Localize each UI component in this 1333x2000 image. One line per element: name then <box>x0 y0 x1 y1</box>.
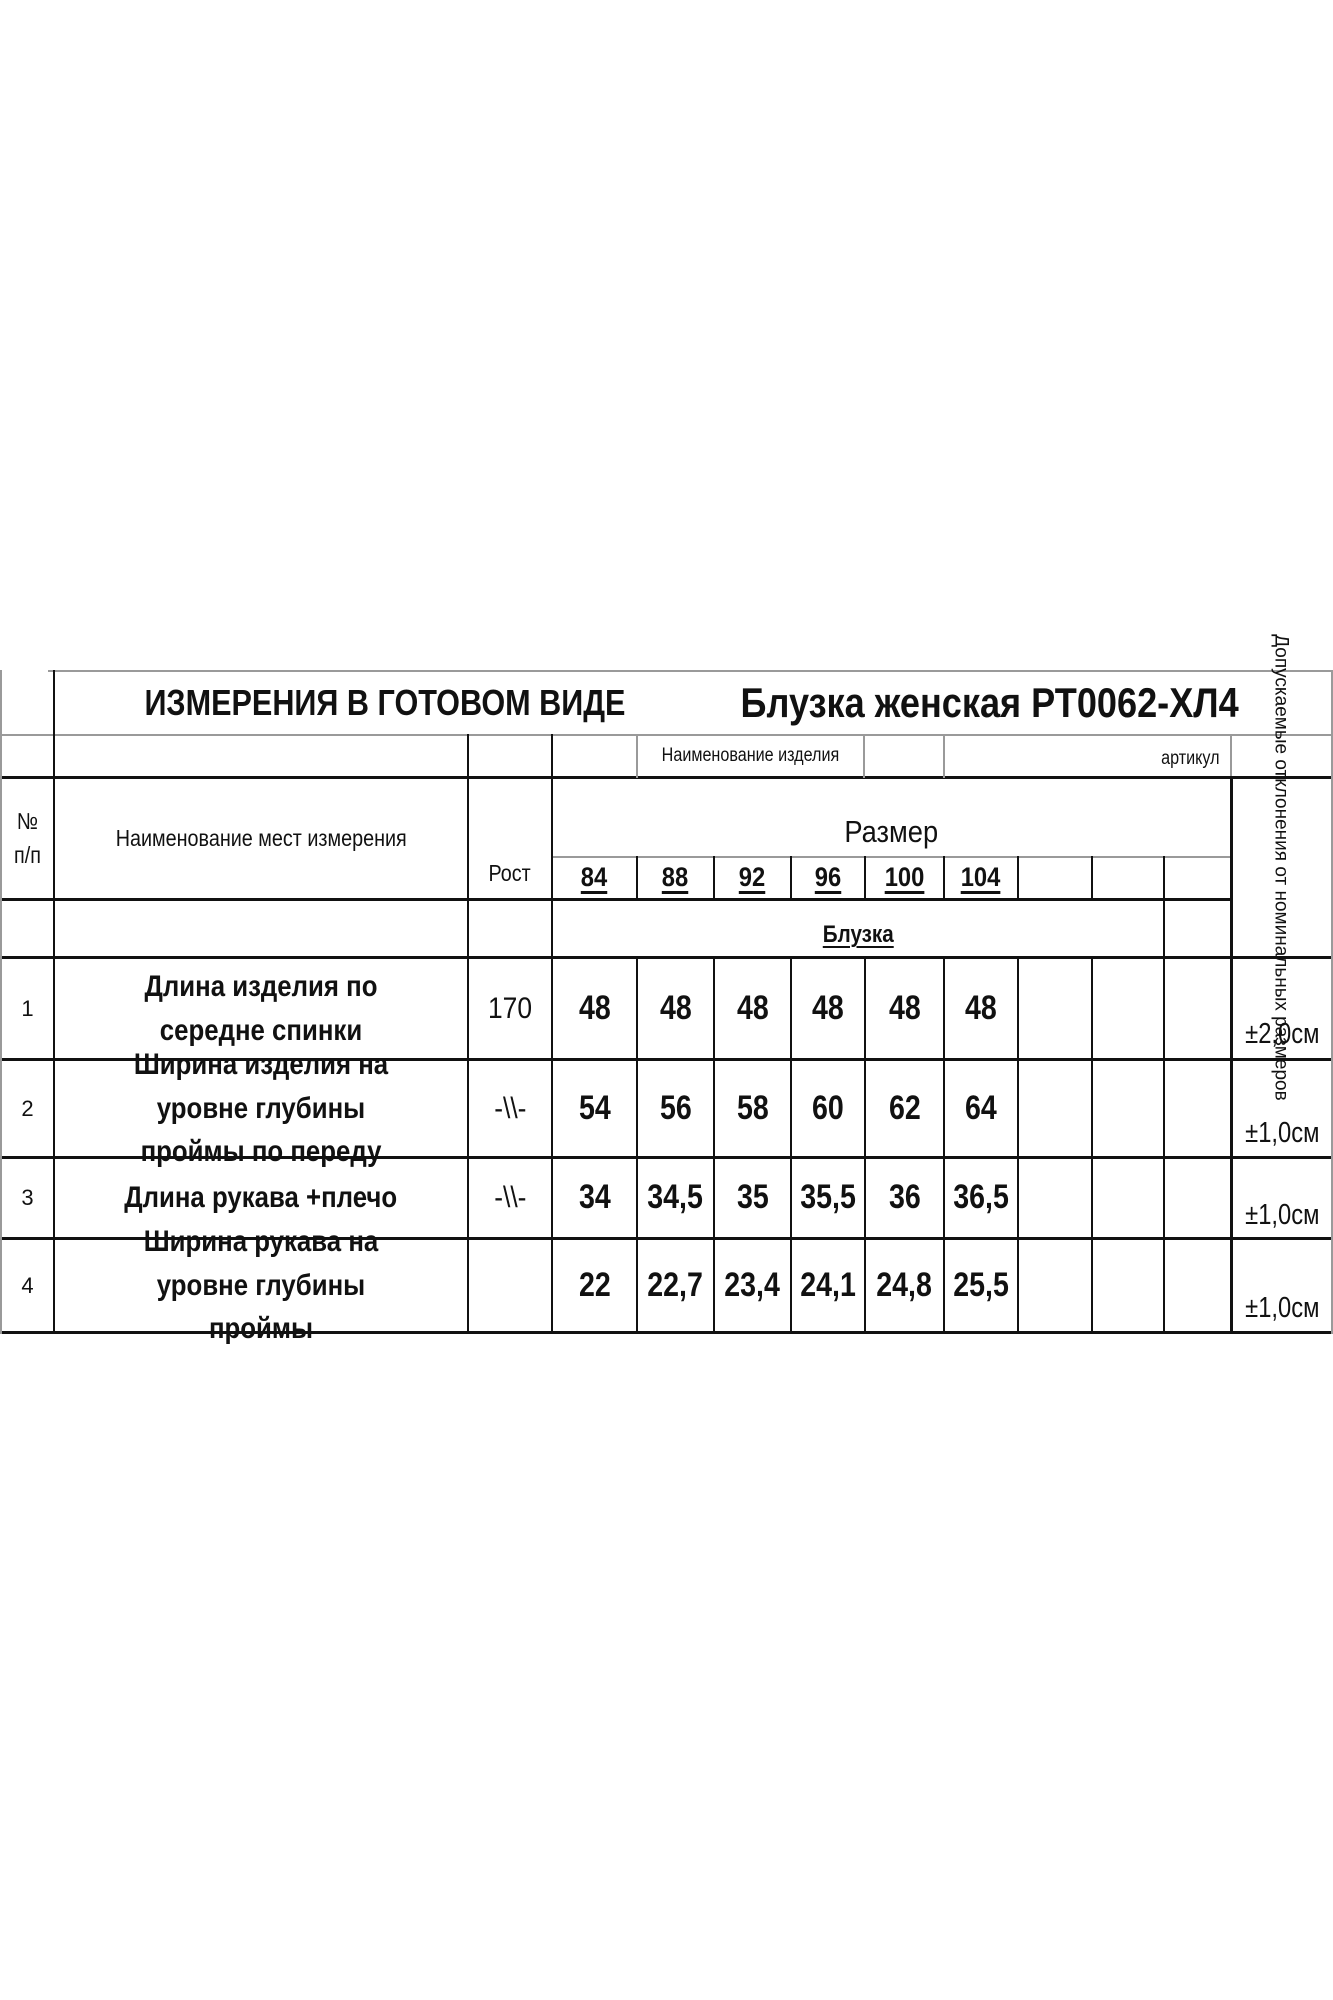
page-title: ИЗМЕРЕНИЯ В ГОТОВОМ ВИДЕ <box>144 681 626 723</box>
article-label-cell <box>1150 742 1230 776</box>
rule-art-mid <box>943 734 945 778</box>
row-tolerance: ±2,0см <box>1244 1017 1320 1050</box>
height-header: Рост <box>488 860 532 887</box>
size-label: 92 <box>739 862 766 893</box>
measure-name-header: Наименование мест измерения <box>115 824 407 851</box>
row-name: Длина рукава +плечо <box>124 1181 398 1215</box>
row-number: 2 <box>21 1095 34 1121</box>
title-cell <box>55 672 715 734</box>
number-header-cell <box>2 779 53 898</box>
size-cell <box>638 858 713 898</box>
row-name: Длина изделия по середне спинки <box>144 970 378 1047</box>
row-value: 36 <box>888 1178 921 1217</box>
row-height: -\\- <box>493 1181 527 1215</box>
row-value: 48 <box>812 988 844 1027</box>
row-value: 34 <box>578 1178 611 1217</box>
rule-col-e3 <box>1163 856 1165 1334</box>
size-cell <box>715 858 790 898</box>
tolerance-header: Допускаемые отклонения от номинальных размеров <box>1270 634 1292 1101</box>
row-tolerance: ±1,0см <box>1244 1291 1320 1324</box>
product-name-label: Наименование изделия <box>661 745 840 767</box>
row-value: 22,7 <box>647 1265 704 1304</box>
row-value: 48 <box>965 988 997 1027</box>
size-label: 84 <box>581 862 608 893</box>
size-cell <box>866 858 943 898</box>
size-cell <box>553 858 636 898</box>
row-value: 58 <box>736 1088 769 1127</box>
row-value: 22 <box>578 1265 611 1304</box>
rule-col-e1 <box>1017 856 1019 900</box>
product-title: Блузка женская РТ0062-ХЛ4 <box>740 678 1240 726</box>
size-label: 104 <box>961 862 1001 893</box>
rule-col-e2-body <box>1091 958 1093 1334</box>
row-value: 24,8 <box>876 1265 933 1304</box>
row-value: 24,1 <box>800 1265 856 1304</box>
size-header-cell <box>553 779 1230 856</box>
row-value: 60 <box>812 1088 844 1127</box>
row-value: 62 <box>888 1088 921 1127</box>
rule-art-end <box>1230 734 1232 778</box>
measure-name-header-cell <box>55 779 467 898</box>
size-label: 96 <box>814 862 842 893</box>
row-number: 4 <box>21 1272 34 1298</box>
row-value: 48 <box>888 988 921 1027</box>
row-value: 48 <box>659 988 692 1027</box>
row-value: 34,5 <box>647 1178 704 1217</box>
row-number: 1 <box>21 995 34 1021</box>
row-number: 3 <box>21 1185 34 1211</box>
size-cell <box>945 858 1017 898</box>
measurement-sheet <box>0 634 1333 1346</box>
row-value: 35 <box>736 1178 769 1217</box>
row-value: 64 <box>965 1088 997 1127</box>
row-height <box>469 1240 551 1331</box>
row-name: Ширина изделия на уровне глубины проймы по переду <box>133 1048 389 1169</box>
row-value: 25,5 <box>953 1265 1009 1304</box>
number-header: № п/п <box>14 808 41 868</box>
size-header: Размер <box>844 814 939 850</box>
row-tolerance: ±1,0см <box>1244 1198 1320 1231</box>
row-value: 54 <box>578 1088 611 1127</box>
height-header-cell <box>469 850 551 898</box>
size-cell <box>792 858 864 898</box>
product-name-label-cell <box>638 736 863 776</box>
row-value: 56 <box>659 1088 692 1127</box>
product-title-cell <box>715 672 1265 734</box>
row-value: 35,5 <box>800 1178 856 1217</box>
row-value: 48 <box>736 988 769 1027</box>
section-label: Блузка <box>822 921 894 949</box>
row-value: 36,5 <box>953 1178 1009 1217</box>
size-label: 100 <box>884 862 925 893</box>
rule-col-e1-body <box>1017 958 1019 1334</box>
size-label: 88 <box>662 862 689 893</box>
row-height: -\\- <box>493 1091 527 1125</box>
row-value: 23,4 <box>724 1265 781 1304</box>
row-tolerance: ±1,0см <box>1244 1116 1320 1149</box>
rule-col-e2 <box>1091 856 1093 900</box>
section-cell <box>553 901 1163 956</box>
rule-art-right <box>863 734 865 778</box>
row-name: Ширина рукава на уровне глубины проймы <box>143 1225 379 1346</box>
row-height: 170 <box>487 991 533 1025</box>
row-value: 48 <box>578 988 611 1027</box>
article-label: артикул <box>1160 748 1220 770</box>
